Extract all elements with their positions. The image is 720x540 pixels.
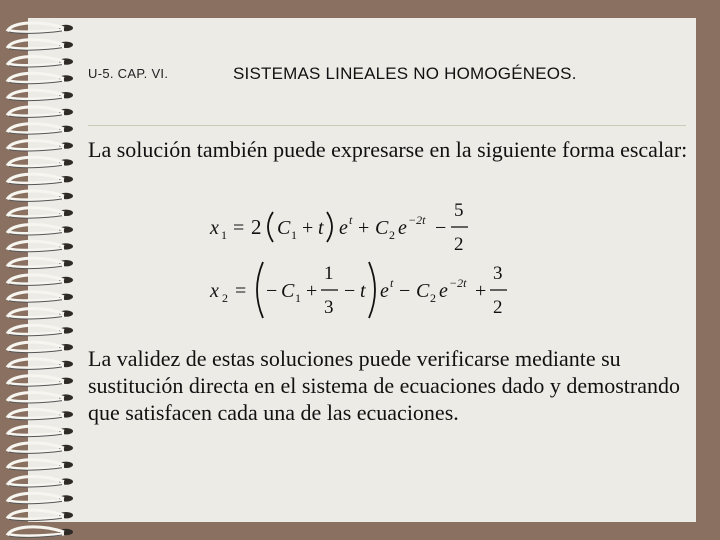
binding-ring xyxy=(8,309,64,318)
equations-block xyxy=(205,196,525,321)
svg-text:t: t xyxy=(349,213,353,227)
spiral-binding xyxy=(0,0,90,540)
binding-ring xyxy=(8,90,64,99)
binding-ring xyxy=(8,191,64,200)
equation-x2 xyxy=(209,262,507,318)
svg-text:3: 3 xyxy=(324,297,334,318)
binding-ring xyxy=(8,208,64,217)
equation-x1 xyxy=(209,200,468,255)
binding-ring xyxy=(8,477,64,486)
svg-text:−2t: −2t xyxy=(408,213,426,227)
svg-text:e: e xyxy=(439,280,448,302)
svg-text:t: t xyxy=(318,217,324,239)
svg-text:2: 2 xyxy=(389,228,395,242)
binding-ring xyxy=(8,241,64,250)
binding-ring xyxy=(8,409,64,418)
binding-ring xyxy=(8,292,64,301)
binding-ring xyxy=(8,23,64,32)
binding-ring xyxy=(8,275,64,284)
svg-text:e: e xyxy=(380,280,389,302)
svg-text:=: = xyxy=(235,280,247,302)
binding-ring xyxy=(8,107,64,116)
binding-ring xyxy=(8,225,64,234)
svg-text:2: 2 xyxy=(222,291,228,305)
binding-ring xyxy=(8,124,64,133)
binding-ring xyxy=(8,426,64,435)
svg-text:2: 2 xyxy=(251,215,262,239)
svg-text:+: + xyxy=(475,280,487,302)
svg-text:e: e xyxy=(398,217,407,239)
svg-text:5: 5 xyxy=(454,200,464,221)
svg-text:C: C xyxy=(277,217,291,239)
binding-ring xyxy=(8,73,64,82)
svg-text:2: 2 xyxy=(454,234,464,255)
svg-text:−: − xyxy=(435,217,447,239)
header-divider xyxy=(88,125,686,126)
svg-text:2: 2 xyxy=(493,297,503,318)
svg-text:e: e xyxy=(339,217,348,239)
section-label: U-5. CAP. VI. xyxy=(88,66,169,81)
binding-ring xyxy=(8,57,64,66)
svg-text:1: 1 xyxy=(295,291,301,305)
binding-ring xyxy=(8,325,64,334)
binding-ring xyxy=(8,157,64,166)
svg-text:−: − xyxy=(399,280,411,302)
slide-title: SISTEMAS LINEALES NO HOMOGÉNEOS. xyxy=(233,64,577,83)
svg-text:2: 2 xyxy=(430,291,436,305)
svg-text:C: C xyxy=(375,217,389,239)
binding-ring xyxy=(8,258,64,267)
svg-text:+: + xyxy=(306,280,318,302)
svg-text:x: x xyxy=(210,280,219,302)
paragraph-validation: La validez de estas soluciones puede verificarse mediante su sustitución directa en el sistema de ecuaciones dado y demostrando que satisfacen cada una de las ecuaciones. xyxy=(88,346,680,425)
svg-text:=: = xyxy=(233,217,245,239)
binding-ring xyxy=(8,443,64,452)
svg-text:C: C xyxy=(416,280,430,302)
svg-text:1: 1 xyxy=(324,263,334,284)
svg-text:t: t xyxy=(360,280,366,302)
binding-ring xyxy=(8,510,64,519)
binding-ring xyxy=(8,493,64,502)
svg-text:1: 1 xyxy=(221,228,227,242)
svg-text:x: x xyxy=(210,217,219,239)
svg-text:C: C xyxy=(281,280,295,302)
svg-text:t: t xyxy=(390,276,394,290)
binding-ring xyxy=(8,393,64,402)
svg-text:−: − xyxy=(266,280,278,302)
binding-ring xyxy=(8,527,64,536)
binding-ring xyxy=(8,40,64,49)
svg-text:−: − xyxy=(344,280,356,302)
binding-ring xyxy=(8,359,64,368)
svg-text:−2t: −2t xyxy=(449,276,467,290)
binding-ring xyxy=(8,141,64,150)
binding-ring xyxy=(8,342,64,351)
binding-ring xyxy=(8,376,64,385)
binding-ring xyxy=(8,174,64,183)
svg-text:3: 3 xyxy=(493,263,503,284)
paragraph-intro: La solución también puede expresarse en la siguiente forma escalar: xyxy=(88,137,688,162)
svg-text:1: 1 xyxy=(291,228,297,242)
svg-text:+: + xyxy=(358,217,370,239)
svg-text:+: + xyxy=(302,217,314,239)
binding-ring xyxy=(8,460,64,469)
